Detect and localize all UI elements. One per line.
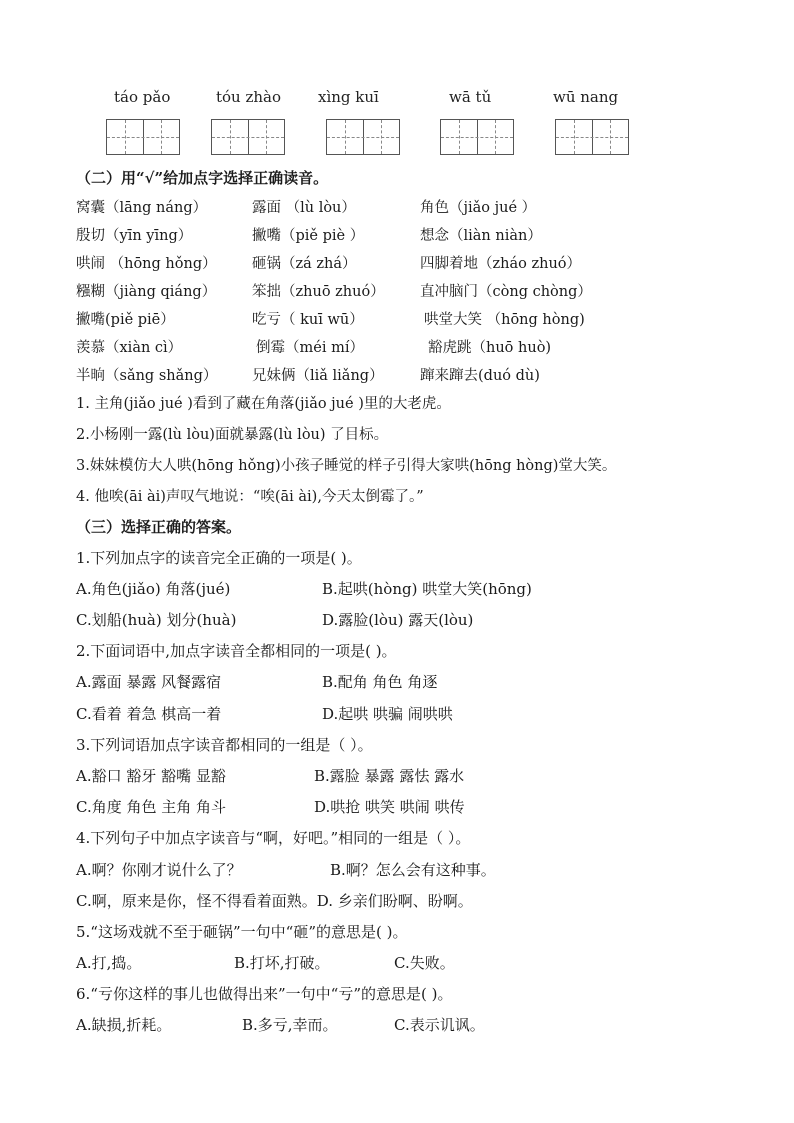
word-item: 哄堂大笑 （hōng hòng) [424,312,585,328]
option[interactable]: B.起哄(hòng) 哄堂大笑(hōng) [322,580,532,598]
word-item: 窝囊（lāng náng） [76,200,208,216]
word-item: 直冲脑门（còng chòng） [420,284,592,300]
question: 1.下列加点字的读音完全正确的一项是( )。 [76,549,362,567]
sentence-item: 4. 他唉(āi ài)声叹气地说：“唉(āi ài),今天太倒霉了。” [76,489,424,505]
word-item: 哄闹 （hōng hǒng） [76,256,217,272]
writing-grid[interactable] [211,119,285,155]
option[interactable]: D.露脸(lòu) 露天(lòu) [322,611,474,629]
option[interactable]: C.看着 着急 棋高一着 [76,705,222,723]
option[interactable]: C.啊，原来是你，怪不得看着面熟。D. 乡亲们盼啊、盼啊。 [76,892,473,910]
pinyin-label: tóu zhào [216,88,282,106]
option[interactable]: A.啊？你刚才说什么了？ [76,861,242,879]
word-item: 羡慕（xiàn cì） [76,340,183,356]
sentence-item: 1. 主角(jiǎo jué )看到了藏在角落(jiǎo jué )里的大老虎。 [76,396,451,412]
option[interactable]: C.失败。 [394,954,455,972]
option[interactable]: C.角度 角色 主角 角斗 [76,798,227,816]
option[interactable]: B.露脸 暴露 露怯 露水 [314,767,465,785]
word-item: 笨拙（zhuō zhuó） [252,284,385,300]
word-item: 吃亏（ kuī wū） [252,312,364,328]
pinyin-label: táo pǎo [114,88,171,106]
writing-grid[interactable] [326,119,400,155]
option[interactable]: C.表示讥讽。 [394,1016,485,1034]
option[interactable]: B.配角 角色 角逐 [322,673,438,691]
word-item: 撇嘴（piě piè ） [252,228,365,244]
pinyin-label: xìng kuī [318,88,379,106]
option[interactable]: A.缺损,折耗。 [76,1016,172,1034]
option[interactable]: D.起哄 哄骗 闹哄哄 [322,705,453,723]
word-item: 殷切（yīn yīng） [76,228,193,244]
question: 4.下列句子中加点字读音与“啊，好吧。”相同的一组是（ ）。 [76,829,471,847]
question: 5.“这场戏就不至于砸锅”一句中“砸”的意思是( )。 [76,923,408,941]
word-item: 角色（jiǎo jué ） [420,200,537,216]
sentence-item: 3.妹妹模仿大人哄(hōng hǒng)小孩子睡觉的样子引得大家哄(hōng hòng)堂大笑。 [76,458,617,474]
word-item: 四脚着地（zháo zhuó） [420,256,582,272]
option[interactable]: A.豁口 豁牙 豁嘴 显豁 [76,767,226,785]
word-item: 露面 （lù lòu） [252,200,356,216]
question: 2.下面词语中,加点字读音全都相同的一项是( )。 [76,642,397,660]
sentence-item: 2.小杨刚一露(lù lòu)面就暴露(lù lòu) 了目标。 [76,427,389,443]
word-item: 糨糊（jiàng qiáng） [76,284,217,300]
option[interactable]: B.打坏,打破。 [234,954,330,972]
question: 6.“亏你这样的事儿也做得出来”一句中“亏”的意思是( )。 [76,985,453,1003]
pinyin-label: wā tǔ [449,88,492,106]
word-item: 蹿来蹿去(duó dù) [420,368,540,384]
pinyin-label: wū nang [553,88,619,106]
option[interactable]: A.露面 暴露 风餐露宿 [76,673,222,691]
word-item: 想念（liàn niàn） [420,228,542,244]
question: 3.下列词语加点字读音都相同的一组是（ ）。 [76,736,373,754]
option[interactable]: A.角色(jiǎo) 角落(jué) [76,580,231,598]
option[interactable]: B.啊？怎么会有这种事。 [330,861,496,879]
word-item: 砸锅（zá zhá） [252,256,357,272]
word-item: 倒霉（méi mí） [256,340,364,356]
word-item: 豁虎跳（huō huò) [428,340,552,356]
option[interactable]: A.打,捣。 [76,954,142,972]
writing-grid[interactable] [440,119,514,155]
section-title: （二）用“√”给加点字选择正确读音。 [76,169,329,187]
writing-grid[interactable] [106,119,180,155]
section-title: （三）选择正确的答案。 [76,518,242,536]
word-item: 撇嘴(piě piē） [76,312,175,328]
writing-grid[interactable] [555,119,629,155]
option[interactable]: D.哄抢 哄笑 哄闹 哄传 [314,798,465,816]
word-item: 半晌（sǎng shǎng） [76,368,218,384]
option[interactable]: C.划船(huà) 划分(huà) [76,611,237,629]
option[interactable]: B.多亏,幸而。 [242,1016,338,1034]
word-item: 兄妹俩（liǎ liǎng） [252,368,384,384]
